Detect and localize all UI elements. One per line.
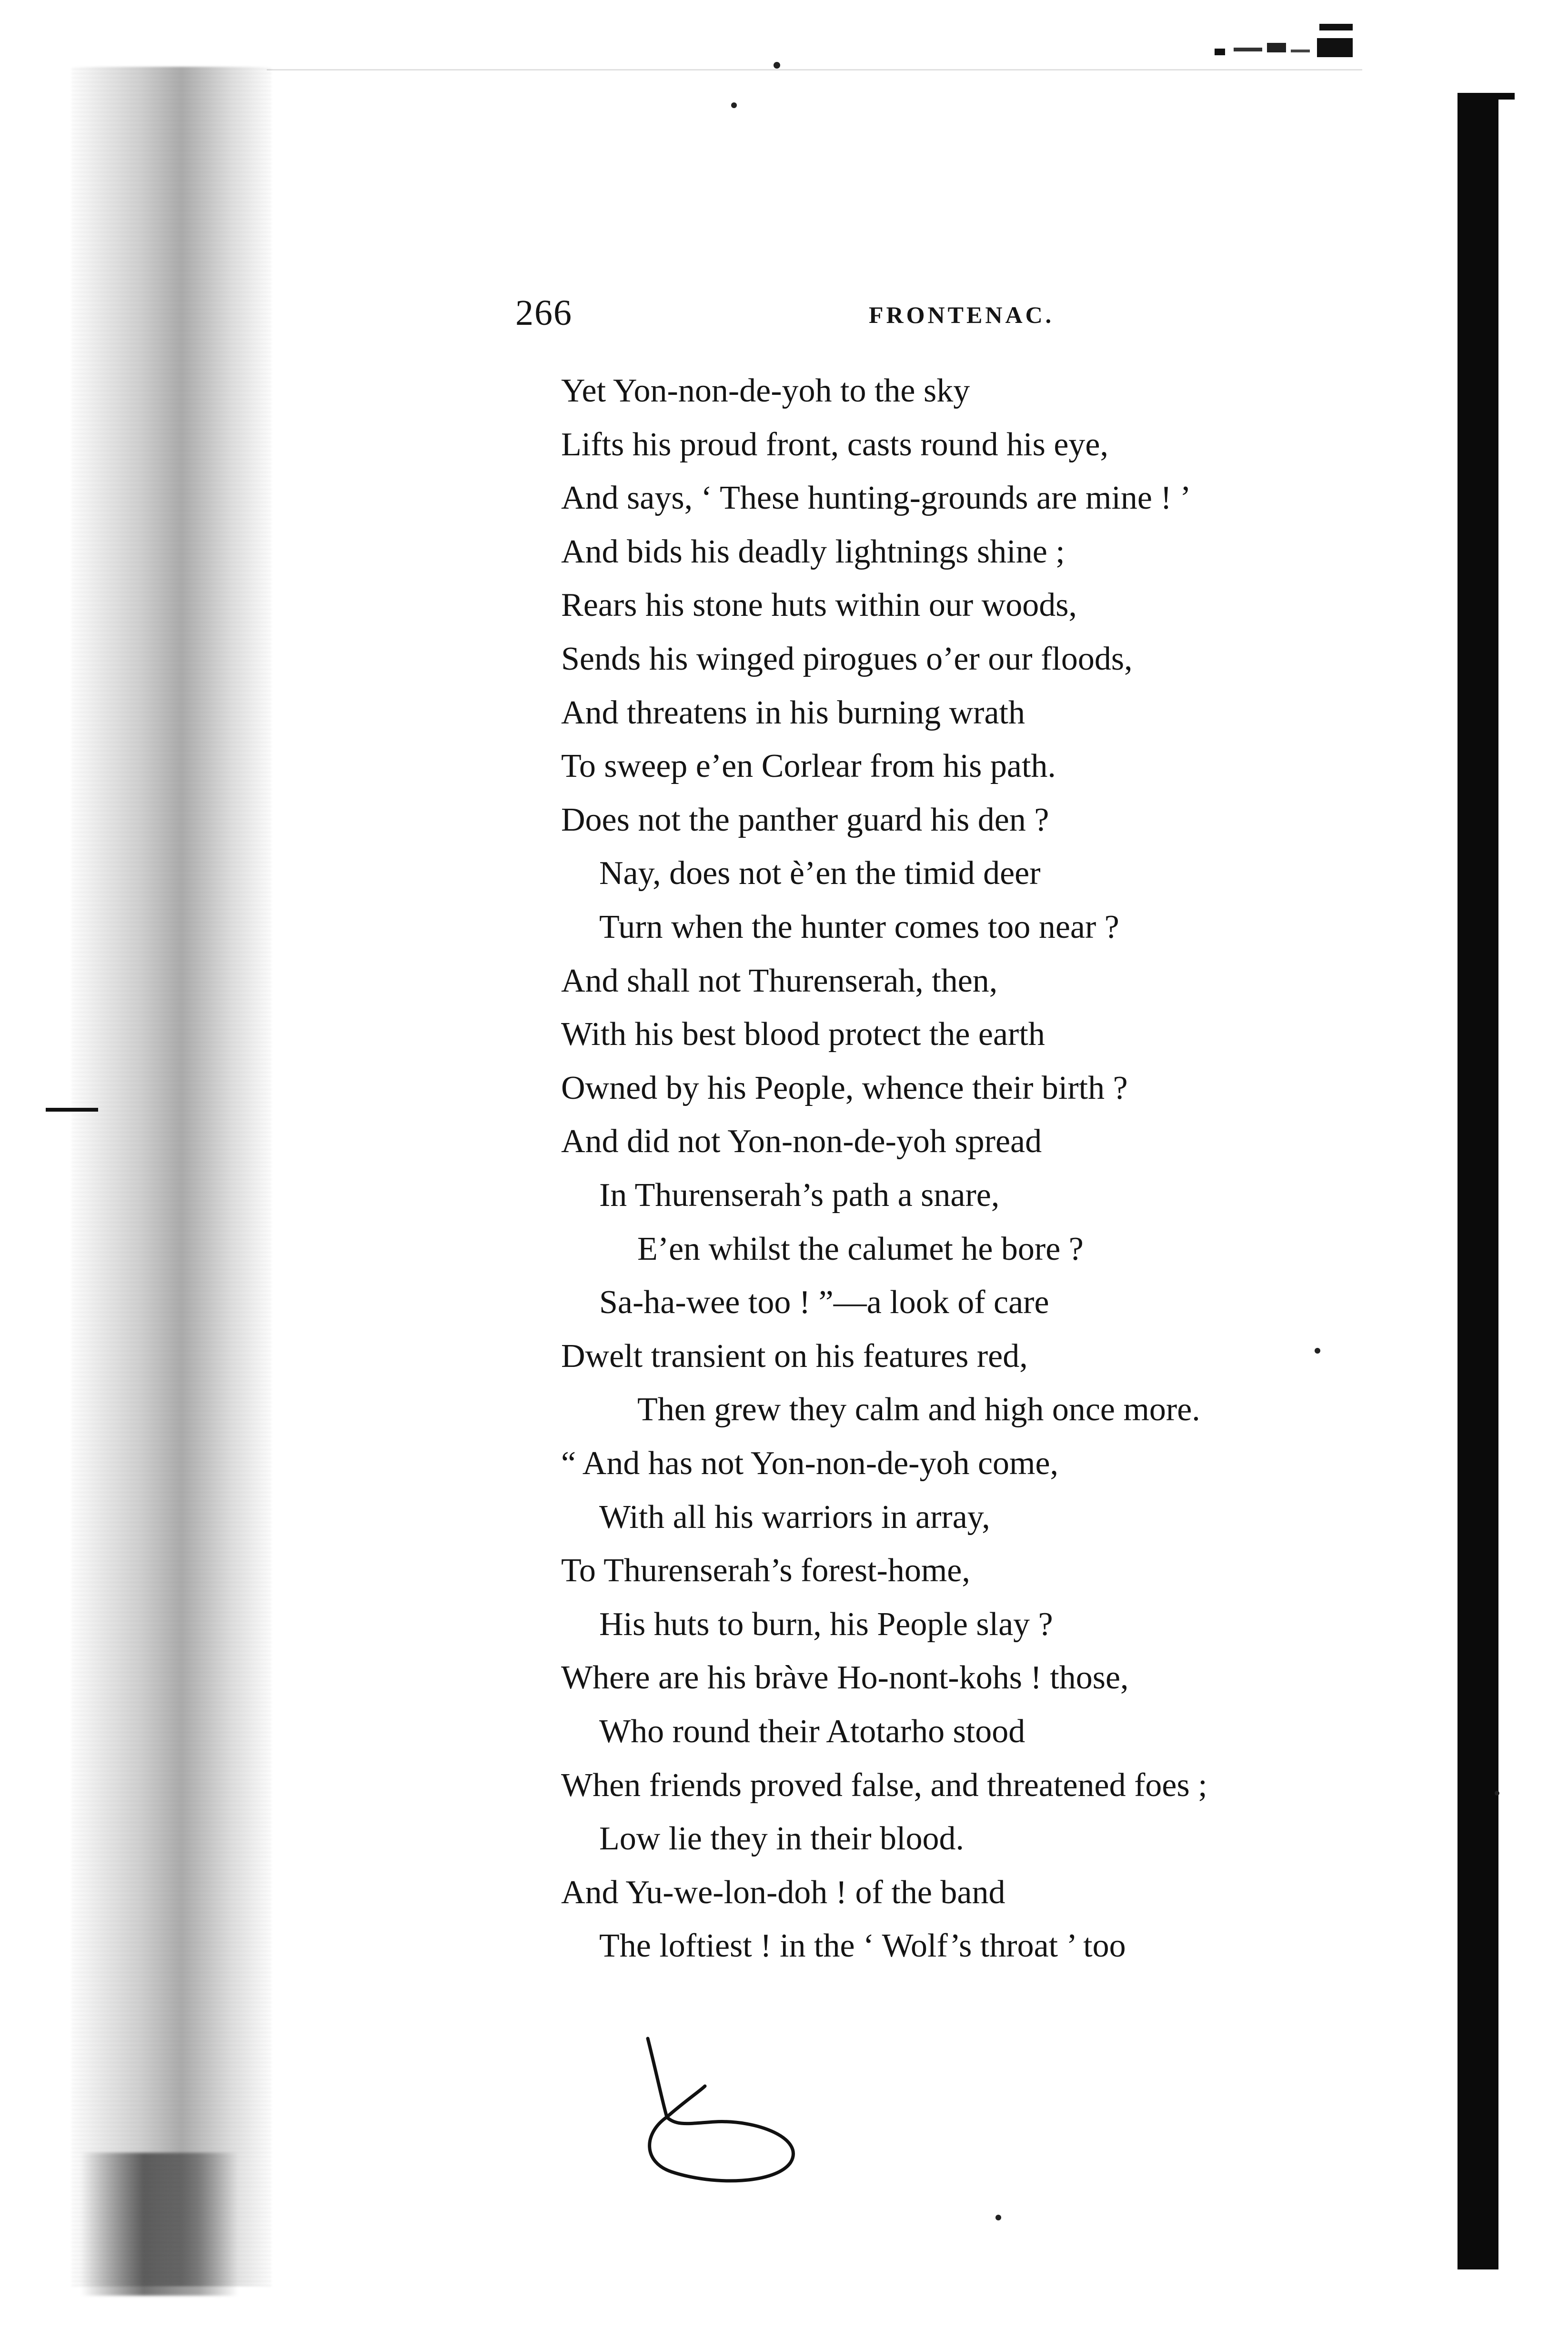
poem-line: With his best blood protect the earth — [561, 1016, 1045, 1053]
poem-line: And did not Yon-non-de-yoh spread — [561, 1123, 1042, 1160]
poem-line: Who round their Atotarho stood — [599, 1713, 1025, 1750]
poem-line: E’en whilst the calumet he bore ? — [637, 1230, 1084, 1267]
binding-edge — [1457, 98, 1498, 2269]
poem-line: Rears his stone huts within our woods, — [561, 587, 1077, 624]
poem-line: Yet Yon-non-de-yoh to the sky — [561, 372, 970, 409]
poem-line: Then grew they calm and high once more. — [637, 1391, 1200, 1428]
handwritten-mark — [633, 2019, 834, 2219]
poem-line: Nay, does not è’en the timid deer — [599, 855, 1041, 892]
poem-line: Does not the panther guard his den ? — [561, 801, 1049, 838]
poem-line: Sa-ha-wee too ! ”—a look of care — [599, 1284, 1049, 1321]
poem-line: Lifts his proud front, casts round his eye, — [561, 426, 1108, 463]
poem-line: With all his warriors in array, — [599, 1498, 990, 1536]
poem-line: And threatens in his burning wrath — [561, 694, 1025, 731]
poem-line: Where are his bràve Ho-nont-kohs ! those, — [561, 1659, 1129, 1697]
poem-line: Owned by his People, whence their birth ? — [561, 1069, 1128, 1106]
running-title: FRONTENAC. — [869, 301, 1055, 328]
scan-speck — [1495, 1791, 1499, 1796]
poem-line: And shall not Thurenserah, then, — [561, 962, 998, 999]
scan-speck — [1315, 1348, 1320, 1354]
poem-line: And bids his deadly lightnings shine ; — [561, 533, 1065, 570]
poem-line: The loftiest ! in the ‘ Wolf’s throat ’ too — [599, 1927, 1126, 1965]
poem-line: To Thurenserah’s forest-home, — [561, 1552, 970, 1589]
poem-line: To sweep e’en Corlear from his path. — [561, 748, 1056, 785]
poem-line: In Thurenserah’s path a snare, — [599, 1177, 1000, 1214]
poem-line: Turn when the hunter comes too near ? — [599, 909, 1119, 945]
running-head — [515, 292, 1182, 345]
gutter-scan-noise — [71, 67, 271, 2286]
poem-line: And Yu-we-lon-doh ! of the band — [561, 1874, 1005, 1911]
poem-line: Sends his winged pirogues o’er our floods, — [561, 641, 1133, 677]
scan-speck — [995, 2215, 1001, 2220]
gutter-shadow — [81, 2153, 238, 2296]
poem-line: “ And has not Yon-non-de-yoh come, — [561, 1445, 1059, 1482]
top-edge-shadow — [267, 69, 1362, 70]
scan-speck — [774, 62, 780, 69]
poem-line: And says, ‘ These hunting-grounds are mine ! ’ — [561, 480, 1191, 517]
poem-line: Low lie they in their blood. — [599, 1820, 964, 1857]
poem-line: His huts to burn, his People slay ? — [599, 1606, 1053, 1643]
scan-speck — [731, 102, 737, 108]
bleed-through-marks — [1215, 19, 1353, 71]
poem-line: When friends proved false, and threatened foes ; — [561, 1767, 1207, 1804]
poem-line: Dwelt transient on his features red, — [561, 1337, 1028, 1375]
gutter-mark — [46, 1108, 98, 1112]
page-number: 266 — [515, 293, 573, 333]
